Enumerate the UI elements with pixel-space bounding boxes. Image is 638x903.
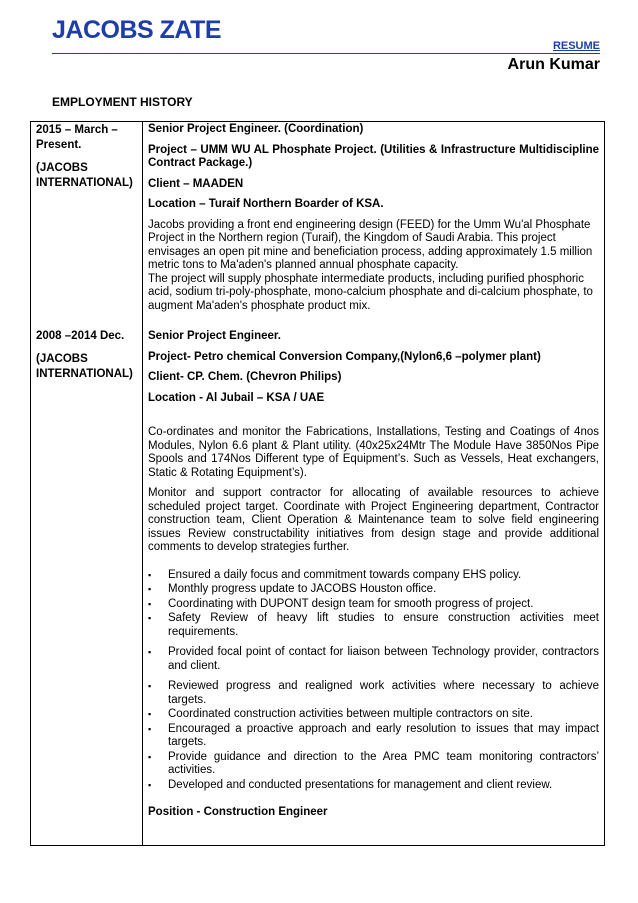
bullet-list-a [148,569,599,640]
list-item: ▪ Provide guidance and direction to the Area PMC team monitoring contractors’ activities. [148,750,599,776]
bullet-list-c [148,680,599,792]
bullet-icon: ▪ [148,751,152,762]
bullet-icon: ▪ [148,681,152,691]
job2-position: Position - Construction Engineer [148,806,328,818]
resume-label: RESUME [552,40,600,52]
left-cell-job2 [36,329,138,390]
header-rule [52,53,600,54]
column-divider [142,121,143,846]
bullet-icon: ▪ [148,613,152,623]
job2-project: Project- Petro chemical Conversion Company,(Nylon6,6 –polymer plant) [148,350,541,363]
list-item: ▪ Coordinating with DUPONT design team for smooth progress of project. [148,597,534,610]
job1-client: Client – MAADEN [148,177,244,190]
list-item: ▪ Ensured a daily focus and commitment towards company EHS policy. [148,568,522,581]
job2-paragraph-1: Co-ordinates and monitor the Fabrications, Installations, Testing and Coatings of 4nos Modules, Nylon 6.6 plant & Plant utility. (40x25x24Mtr The Module Have 3850Nos Pipe Spools and 174Nos Different type of Equipment’s. Such as Vessels, Heat exchangers, Static & Rotating Equipment’s). [148,426,599,479]
list-item: ▪ Encouraged a proactive approach and early resolution to issues that may impact targets. [148,722,599,748]
bullet-icon: ▪ [148,723,152,734]
bullet-icon: ▪ [148,779,152,790]
job1-location: Location – Turaif Northern Boarder of KSA. [148,198,384,210]
job1-title: Senior Project Engineer. (Coordination) [148,123,364,135]
job1-description-1: Jacobs providing a front end engineering design (FEED) for the Umm Wu'al Phosphate Project in the Northern region (Turaif), the Kingdom of Saudi Arabia. This project envisages an open pit mine and beneficiation process, adding approximately 1.5 million metric tons to Ma'aden's planned annual phosphate capacity. [148,218,593,271]
list-item: ▪ Safety Review of heavy lift studies to ensure construction activities meet requirements. [148,612,599,638]
company-1: (JACOBS INTERNATIONAL) [36,162,133,189]
bullet-icon: ▪ [148,709,152,719]
section-title: EMPLOYMENT HISTORY [52,95,193,109]
bullet-icon: ▪ [148,647,152,657]
list-item: ▪ Developed and conducted presentations for management and client review. [148,778,553,791]
job2-paragraph-2: Monitor and support contractor for allocating of available resources to achieve scheduled project target. Coordinate with Project Engineering department, Contractor construction team, Client Operation & Maintenance team to solve field engineering issues Review constructability initiatives from design stage and provide additional comments to develop strategies further. [148,487,599,553]
job1-description-2: The project will supply phosphate intermediate products, including purified phosphoric acid, sodium tri-poly-phosphate, mono-calcium phosphate and di-calcium phosphate, to augment Ma'aden's phosphate product mix. [148,272,593,312]
period-1: 2015 – March – Present. [36,124,118,151]
job2-location: Location - Al Jubail – KSA / UAE [148,391,325,404]
person-name: Arun Kumar [507,56,600,73]
job2-client: Client- CP. Chem. (Chevron Philips) [148,371,342,383]
period-2: 2008 –2014 Dec. [36,330,125,342]
spacer [148,412,599,426]
list-item: ▪ Reviewed progress and realigned work activities where necessary to achieve targets. [148,680,599,706]
job2-title: Senior Project Engineer. [148,330,281,342]
job1-project: Project – UMM WU AL Phosphate Project. (Utilities & Infrastructure Multidiscipline Contract Package.) [148,143,599,169]
bullet-icon: ▪ [148,584,152,594]
left-cell-job1 [36,123,138,199]
bullet-icon: ▪ [148,598,152,609]
bullet-icon: ▪ [148,569,152,580]
right-cell [148,123,599,827]
list-item: ▪ Provided focal point of contact for liaison between Technology provider, contractors and client. [148,646,599,672]
list-item: ▪ Coordinated construction activities between multiple contractors on site. [148,708,533,720]
list-item: ▪ Monthly progress update to JACOBS Houston office. [148,583,437,595]
company-logo: JACOBS ZATE [52,16,222,44]
bullet-list-b [148,646,599,673]
company-2: (JACOBS INTERNATIONAL) [36,353,133,380]
